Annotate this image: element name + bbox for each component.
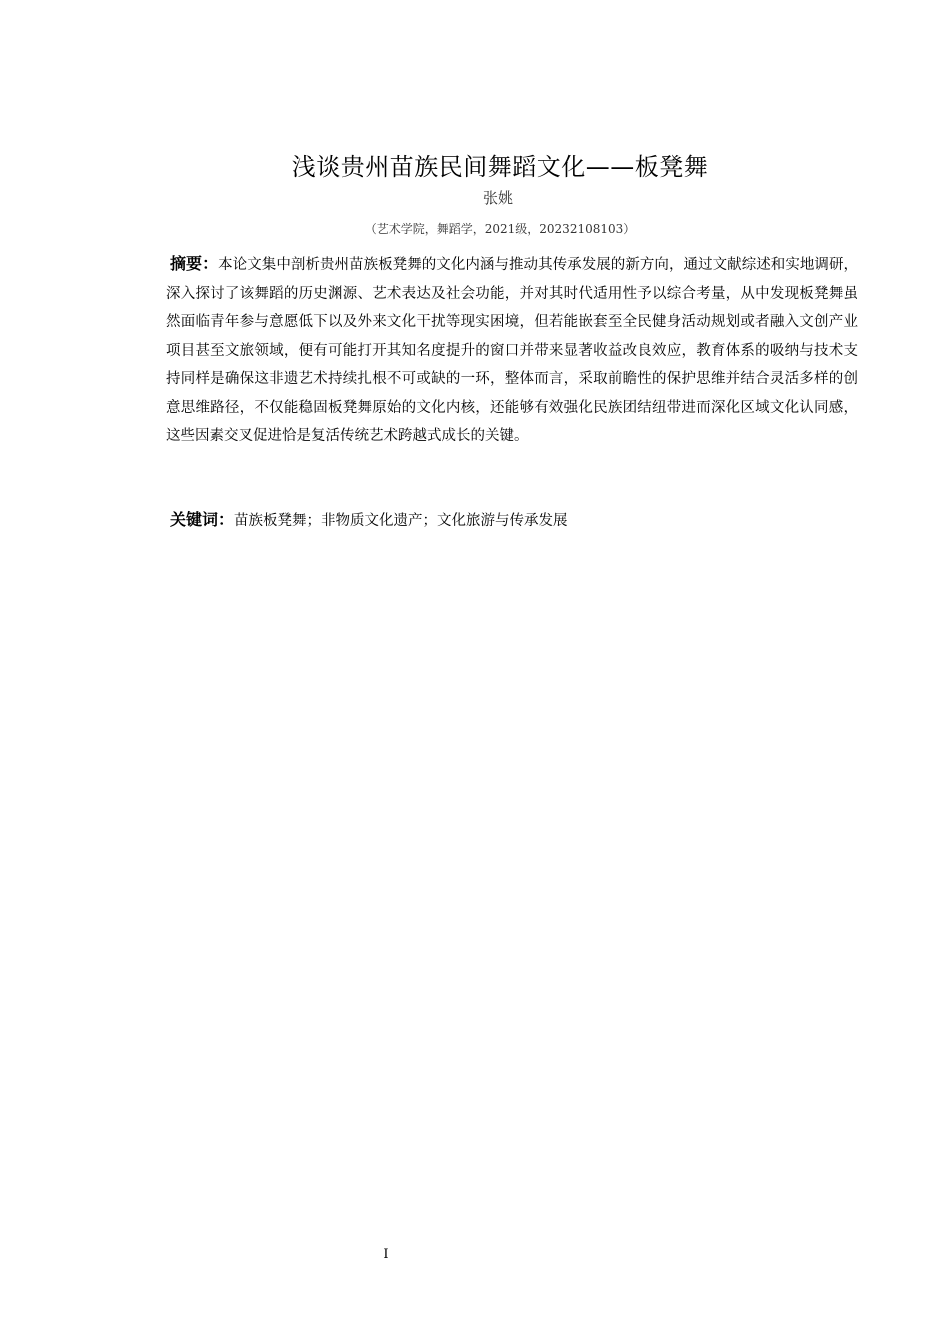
abstract-label: 摘要：	[170, 254, 219, 273]
paper-title: 浅谈贵州苗族民间舞蹈文化——板凳舞	[291, 153, 709, 181]
abstract-paragraph	[166, 250, 858, 451]
page-number: I	[383, 1247, 389, 1262]
keywords-line	[170, 506, 860, 535]
author-name: 张姚	[482, 189, 513, 207]
keywords-text: 苗族板凳舞；非物质文化遗产；文化旅游与传承发展	[234, 513, 568, 529]
author-affiliation: （艺术学院，舞蹈学，2021级，20232108103）	[364, 222, 636, 236]
keywords-label: 关键词：	[170, 510, 235, 529]
abstract-text: 本论文集中剖析贵州苗族板凳舞的文化内涵与推动其传承发展的新方向，通过文献综述和实地调研，深入探讨了该舞蹈的历史渊源、艺术表达及社会功能，并对其时代适用性予以综合考量，从中发现板凳舞虽然面临青年参与意愿低下以及外来文化干扰等现实困境，但若能嵌套至全民健身活动规划或者融入文创产业项目甚至文旅领域，便有可能打开其知名度提升的窗口并带来显著收益改良效应，教育体系的吸纳与技术支持同样是确保这非遗艺术持续扎根不可或缺的一环，整体而言，采取前瞻性的保护思维并结合灵活多样的创意思维路径，不仅能稳固板凳舞原始的文化内核，还能够有效强化民族团结纽带进而深化区域文化认同感，这些因素交叉促进恰是复活传统艺术跨越式成长的关键。	[166, 257, 858, 444]
